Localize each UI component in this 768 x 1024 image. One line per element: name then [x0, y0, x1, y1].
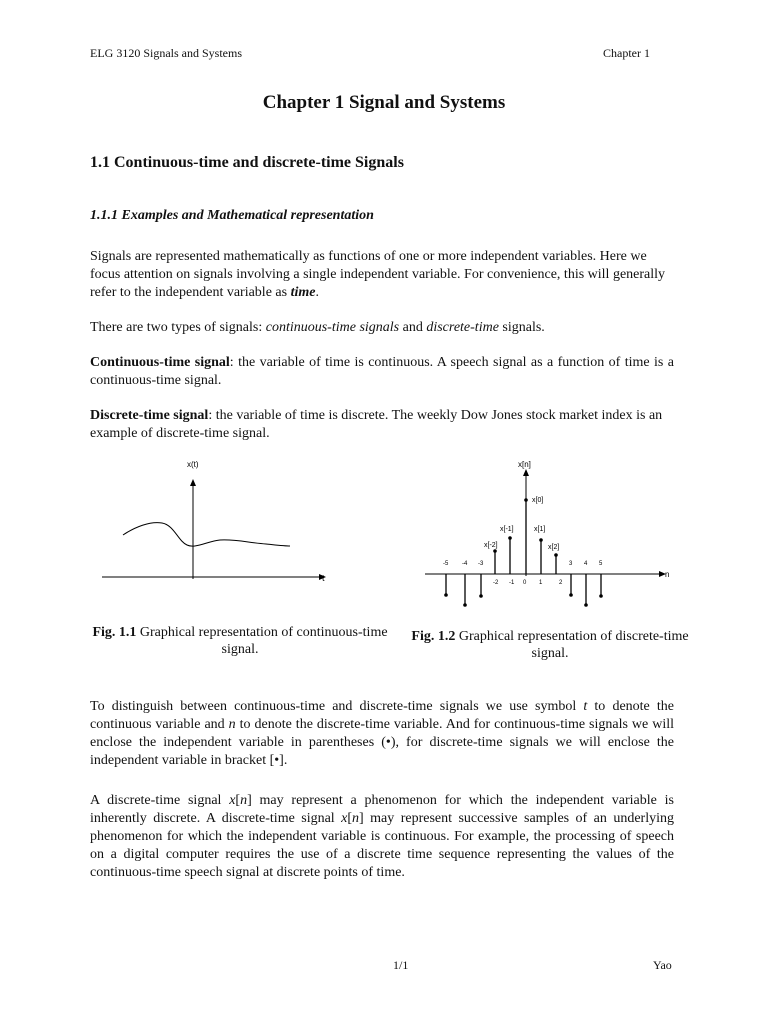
fig2-tick-minus2: -2: [493, 580, 499, 586]
header-chapter: Chapter 1: [603, 46, 650, 60]
fig2-stem-tip-n3: [569, 593, 573, 597]
types-text-e: signals.: [498, 320, 545, 335]
fig2-stem-tip-n-5: [444, 593, 448, 597]
example-text-c: ] may represent a phenomenon for which the independent variable is inherently discrete. A discrete-time signal: [90, 793, 674, 826]
fig2-caption: [396, 628, 704, 662]
footer-page-number: 1/1: [393, 958, 409, 972]
fig1-x-label: t: [322, 573, 325, 583]
discrete-def-text: : the variable of time is discrete. The weekly Dow Jones stock market index is an example of discrete-time signal.: [90, 408, 663, 441]
example-n2: n: [352, 811, 360, 826]
fig2-tick-4: 4: [584, 561, 588, 567]
fig2-label-x1: x[1]: [534, 526, 546, 533]
paragraph-discrete-def: [90, 407, 674, 443]
paragraph-discrete-example: [90, 792, 674, 882]
notation-text-c: to denote the discrete-time variable. And for continuous-time signals we will enclose the independent variable in parentheses (•), for discrete-time signals we will enclose the independent variable in bracket [•].: [90, 717, 674, 768]
types-discrete: discrete-time: [426, 320, 499, 335]
fig1-caption-text: Graphical representation of continuous-time signal.: [136, 625, 388, 657]
fig2-caption-label: Fig. 1.2: [411, 629, 456, 644]
fig2-label-x2: x[2]: [548, 544, 560, 551]
notation-t: t: [583, 699, 588, 714]
fig2-tick-minus3: -3: [478, 561, 484, 567]
notation-text-a: To distinguish between continuous-time and discrete-time signals we use symbol: [90, 699, 584, 714]
fig2-label-x0: x[0]: [532, 497, 544, 504]
fig2-stem-tip-n0: [524, 498, 528, 502]
notation-text-b: to denote the continuous variable and: [90, 699, 674, 732]
discrete-term: Discrete-time signal: [90, 408, 209, 423]
footer-author: Yao: [653, 958, 672, 972]
paragraph-signal-types: [90, 319, 674, 337]
example-text-e: ] may represent successive samples of an underlying phenomenon for which the independent variable is continuous. For example, the processing of speech on a digital computer requires the use of a discrete time sequence representing the values of the continuous-time speech signal at discrete points of time.: [90, 811, 674, 880]
continuous-term: Continuous-time signal: [90, 355, 230, 370]
fig1-caption: [90, 624, 390, 658]
types-continuous: continuous-time signals: [265, 320, 400, 335]
paragraph-continuous-def: [90, 354, 674, 390]
fig2-tick-2: 2: [559, 580, 563, 586]
fig2-stem-tip-n2: [554, 553, 558, 557]
intro-text: Signals are represented mathematically as functions of one or more independent variables. Here we focus attention on signals involving a single independent variable. For convenience, this will generally refer to the independent variable as: [90, 249, 666, 300]
paragraph-notation: [90, 698, 674, 770]
fig2-caption-text: Graphical representation of discrete-time signal.: [455, 629, 689, 661]
types-text-a: There are two types of signals:: [90, 320, 266, 335]
fig1-amplitude-axis-arrow: [190, 479, 196, 486]
intro-end: .: [315, 285, 319, 300]
fig2-stem-tip-n5: [599, 594, 603, 598]
fig2-stem-tip-n-1: [508, 536, 512, 540]
fig2-tick-minus4: -4: [462, 561, 468, 567]
fig2-tick-0: 0: [523, 580, 527, 586]
example-bracket-open-1: [: [235, 793, 241, 808]
section-heading: 1.1 Continuous-time and discrete-time Signals: [90, 154, 404, 171]
example-n1: n: [240, 793, 248, 808]
fig2-y-label: x[n]: [518, 460, 531, 469]
figure-discrete-signal: [415, 455, 685, 615]
example-bracket-open-2: [: [347, 811, 353, 826]
continuous-def-text: : the variable of time is continuous. A speech signal as a function of time is a continuous-time signal.: [90, 355, 675, 388]
fig2-tick-5: 5: [599, 561, 603, 567]
fig2-stem-tip-n-2: [493, 549, 497, 553]
header-course: ELG 3120 Signals and Systems: [90, 46, 242, 60]
fig2-x-label: n: [665, 570, 670, 579]
fig2-stem-tip-n-4: [463, 603, 467, 607]
fig2-amplitude-axis-arrow: [523, 469, 529, 476]
paragraph-intro: [90, 248, 674, 302]
fig2-stem-tip-n1: [539, 538, 543, 542]
fig2-tick-1: 1: [539, 580, 543, 586]
notation-n: n: [228, 717, 236, 732]
fig1-caption-label: Fig. 1.1: [92, 625, 137, 640]
fig2-stem-tip-n-3: [479, 594, 483, 598]
example-x1: x: [229, 793, 236, 808]
example-x2: x: [341, 811, 348, 826]
fig2-label-x-minus2: x[-2]: [484, 542, 498, 549]
subsection-heading: 1.1.1 Examples and Mathematical representation: [90, 208, 374, 223]
fig2-label-x-minus1: x[-1]: [500, 526, 514, 533]
example-text-a: A discrete-time signal: [90, 793, 230, 808]
fig2-tick-3: 3: [569, 561, 573, 567]
figure-continuous-signal: [90, 455, 350, 590]
fig2-tick-minus1: -1: [509, 580, 515, 586]
fig1-signal-curve: [123, 523, 290, 546]
intro-emph-time: time: [290, 285, 316, 300]
types-text-c: and: [399, 320, 427, 335]
fig2-stem-tip-n4: [584, 603, 588, 607]
fig1-y-label: x(t): [187, 460, 199, 469]
page-title: Chapter 1 Signal and Systems: [262, 92, 506, 113]
fig2-tick-minus5: -5: [443, 561, 449, 567]
